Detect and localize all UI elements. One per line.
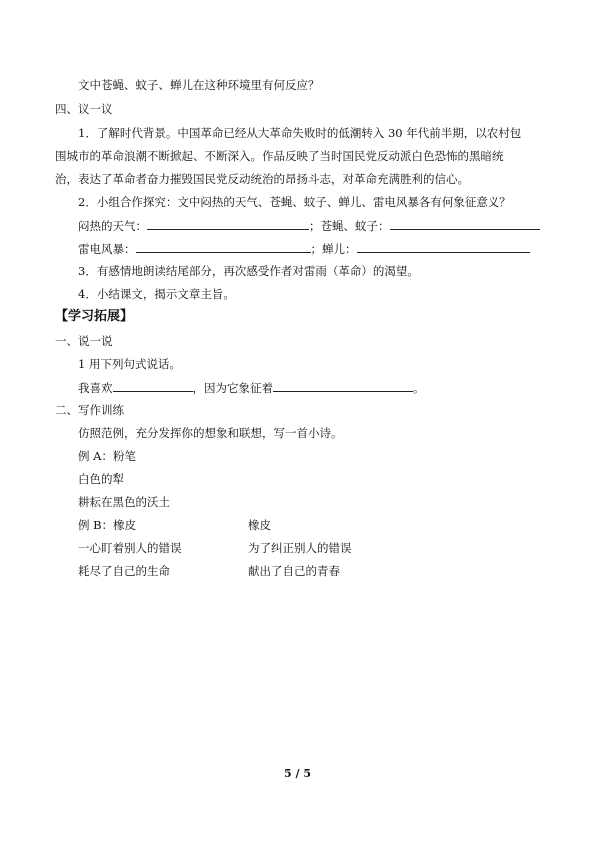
section-four-title: 四、议一议 <box>55 102 113 116</box>
blank-cicada[interactable] <box>357 240 530 253</box>
example-b-right1: 为了纠正别人的错误 <box>248 541 352 555</box>
item3: 3．有感情地朗读结尾部分，再次感受作者对雷雨（革命）的渴望。 <box>78 264 419 278</box>
blank-flies[interactable] <box>390 217 540 230</box>
part1-instruction: 1 用下列句式说话。 <box>78 357 181 371</box>
blank-symbolize[interactable] <box>273 379 413 392</box>
label-weather: 闷热的天气： <box>78 219 147 233</box>
label-because: ，因为它象征着 <box>192 381 273 395</box>
fill-row-storm <box>78 240 530 257</box>
blank-like[interactable] <box>113 379 193 392</box>
label-flies: ；苍蝇、蚊子： <box>309 219 390 233</box>
example-b-right2: 献出了自己的青春 <box>248 564 340 578</box>
example-b-left2: 耗尽了自己的生命 <box>78 564 170 578</box>
label-like: 我喜欢 <box>78 381 113 395</box>
example-a-line2: 耕耘在黑色的沃土 <box>78 495 170 509</box>
example-b-title2: 橡皮 <box>248 518 271 532</box>
lead-question: 文中苍蝇、蚊子、蝉儿在这种环境里有何反应？ <box>78 78 320 92</box>
example-a-label: 例 A：粉笔 <box>78 449 136 463</box>
part2-instruction: 仿照范例，充分发挥你的想象和联想，写一首小诗。 <box>78 426 343 440</box>
part2-title: 二、写作训练 <box>55 403 124 417</box>
example-a-line1: 白色的犁 <box>78 472 124 486</box>
label-end: 。 <box>413 381 425 395</box>
part1-title: 一、说一说 <box>55 334 113 348</box>
item4: 4．小结课文，揭示文章主旨。 <box>78 287 235 301</box>
item1-line3: 治，表达了革命者奋力摧毁国民党反动统治的昂扬斗志，对革命充满胜利的信心。 <box>55 172 469 186</box>
fill-row-weather <box>78 217 540 234</box>
example-b-left1: 一心盯着别人的错误 <box>78 541 182 555</box>
example-b-label: 例 B：橡皮 <box>78 518 137 532</box>
label-cicada: ；蝉儿： <box>310 242 357 256</box>
blank-weather[interactable] <box>147 217 309 230</box>
fill-row-like <box>78 379 425 396</box>
item1-line2: 围城市的革命浪潮不断掀起、不断深入。作品反映了当时国民党反动派白色恐怖的黑暗统 <box>55 149 504 163</box>
extension-heading: 【学习拓展】 <box>55 309 134 324</box>
item1-line1: 1．了解时代背景。中国革命已经从大革命失败时的低潮转入 30 年代前半期，以农村包 <box>78 126 522 140</box>
item2-question: 2．小组合作探究：文中闷热的天气、苍蝇、蚊子、蝉儿、雷电风暴各有何象征意义？ <box>78 195 511 209</box>
page-number: 5 / 5 <box>284 767 311 780</box>
label-storm: 雷电风暴： <box>78 242 136 256</box>
blank-storm[interactable] <box>136 240 311 253</box>
